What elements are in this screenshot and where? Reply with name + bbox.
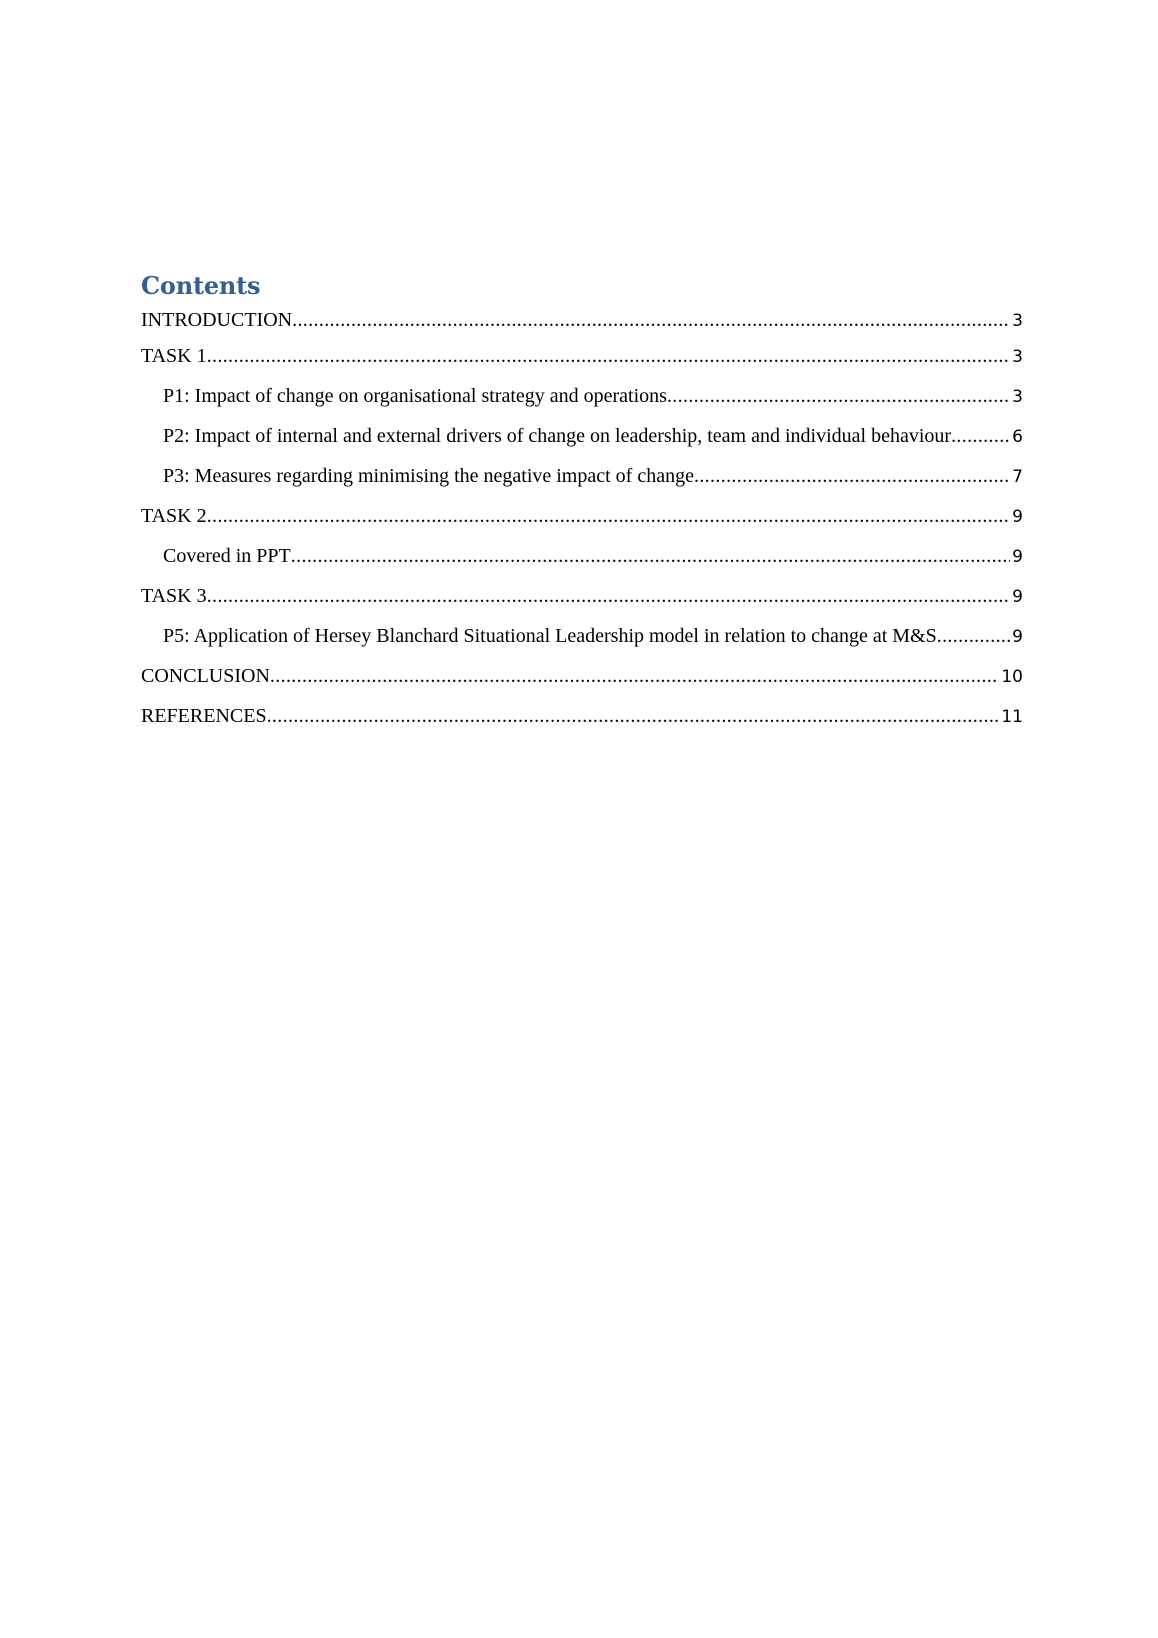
- toc-entry-conclusion[interactable]: [141, 656, 1023, 696]
- toc-entry-label: P2: Impact of internal and external drivers of change on leadership, team and individual behaviour: [163, 425, 952, 447]
- toc-dot-leader: [667, 376, 1010, 416]
- toc-entry-p5[interactable]: [141, 616, 1023, 656]
- toc-dot-leader: [694, 456, 1010, 496]
- toc-entry-task-2[interactable]: [141, 496, 1023, 536]
- toc-dot-leader: [292, 304, 1010, 336]
- toc-entry-page: 3: [1012, 387, 1023, 407]
- toc-entry-references[interactable]: [141, 696, 1023, 736]
- table-of-contents: [141, 268, 1023, 736]
- toc-entry-p1[interactable]: [141, 376, 1023, 416]
- toc-entry-page: 10: [1001, 667, 1023, 687]
- toc-entry-page: 9: [1012, 627, 1023, 647]
- toc-dot-leader: [291, 536, 1010, 576]
- toc-entry-page: 6: [1012, 427, 1023, 447]
- toc-dot-leader: [207, 576, 1011, 616]
- toc-entry-page: 9: [1012, 547, 1023, 567]
- toc-entry-p3[interactable]: [141, 456, 1023, 496]
- toc-entry-label: TASK 2: [141, 505, 207, 527]
- toc-entry-label: TASK 3: [141, 585, 207, 607]
- toc-dot-leader: [937, 616, 1010, 656]
- toc-entry-covered-in-ppt[interactable]: [141, 536, 1023, 576]
- toc-entry-page: 11: [1001, 707, 1023, 727]
- toc-entry-task-1[interactable]: [141, 336, 1023, 376]
- toc-entry-introduction[interactable]: [141, 304, 1023, 336]
- toc-entry-label: INTRODUCTION: [141, 309, 293, 331]
- toc-entry-label: P1: Impact of change on organisational strategy and operations: [163, 385, 667, 407]
- toc-entry-label: REFERENCES: [141, 705, 267, 727]
- toc-dot-leader: [207, 336, 1011, 376]
- toc-entry-label: TASK 1: [141, 345, 207, 367]
- toc-dot-leader: [951, 416, 1010, 456]
- toc-entry-task-3[interactable]: [141, 576, 1023, 616]
- toc-dot-leader: [267, 696, 1000, 736]
- toc-dot-leader: [270, 656, 999, 696]
- toc-entry-label: P3: Measures regarding minimising the negative impact of change: [163, 465, 694, 487]
- toc-entry-page: 9: [1012, 507, 1023, 527]
- toc-entry-page: 3: [1012, 347, 1023, 367]
- toc-entry-page: 7: [1012, 467, 1023, 487]
- toc-list: [141, 304, 1023, 736]
- toc-entry-page: 3: [1012, 311, 1023, 331]
- toc-entry-page: 9: [1012, 587, 1023, 607]
- toc-heading: Contents: [141, 271, 261, 300]
- toc-entry-p2[interactable]: [141, 416, 1023, 456]
- toc-entry-label: CONCLUSION: [141, 665, 270, 687]
- toc-dot-leader: [207, 496, 1011, 536]
- toc-entry-label: P5: Application of Hersey Blanchard Situational Leadership model in relation to change at M&S: [163, 625, 937, 647]
- toc-entry-label: Covered in PPT: [163, 545, 291, 567]
